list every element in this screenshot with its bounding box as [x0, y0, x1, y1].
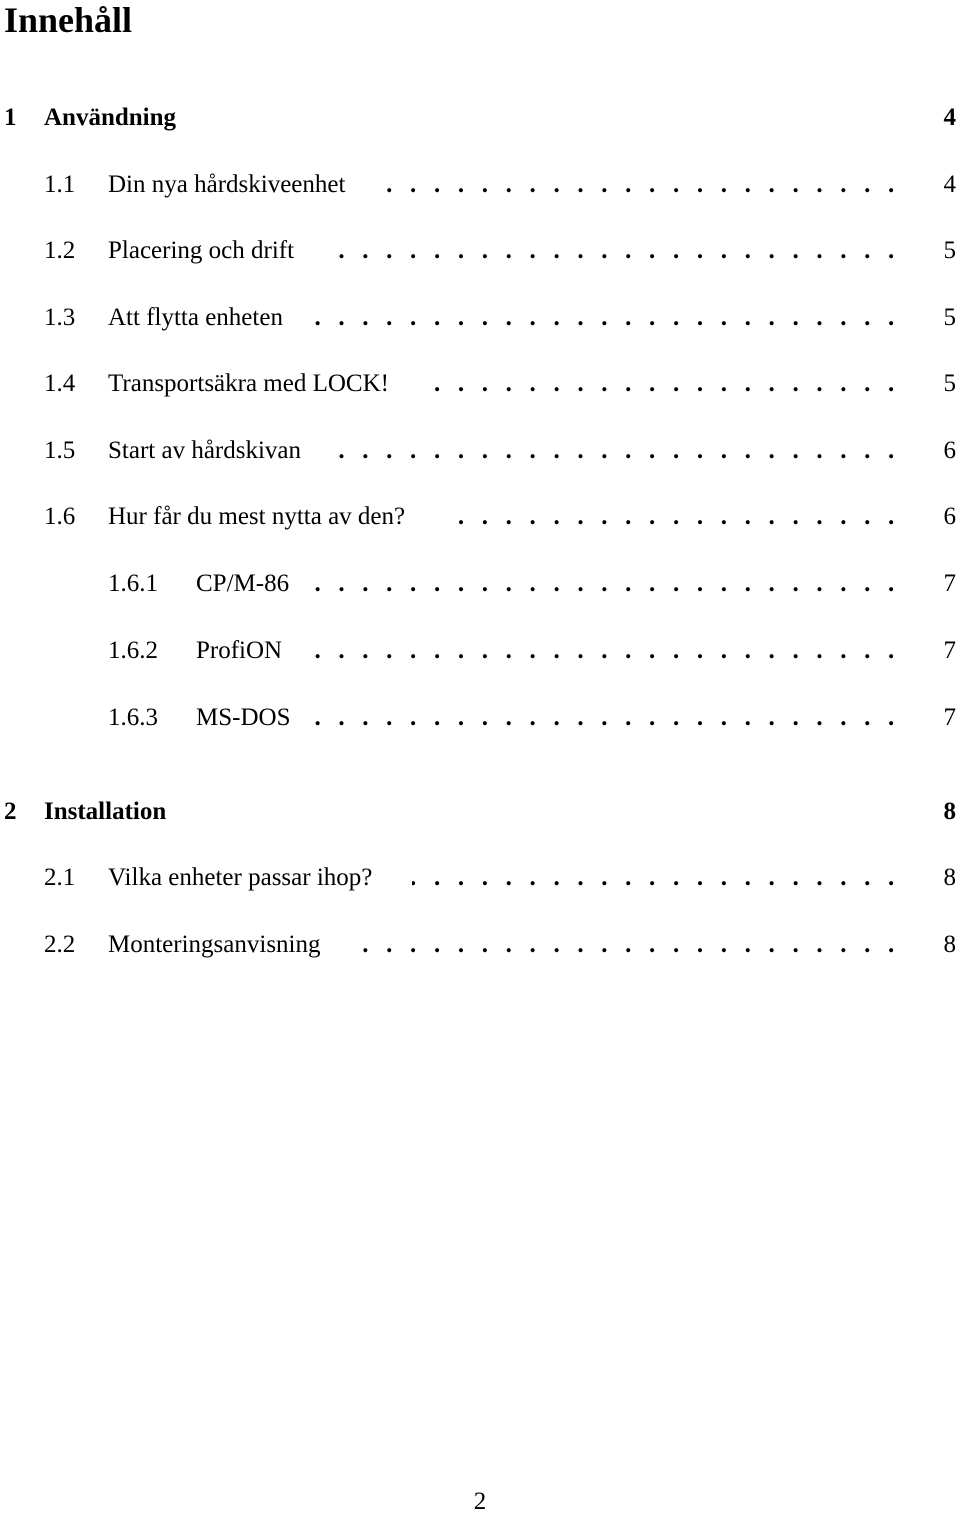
subsection-title: CP/M-86	[196, 570, 290, 597]
section-page: 5	[943, 237, 956, 264]
chapter-number: 2	[4, 798, 17, 825]
section-title: Din nya hårdskiveenhet	[108, 171, 346, 198]
section-title: Vilka enheter passar ihop?	[108, 864, 373, 891]
toc-section-1-2[interactable]	[0, 231, 960, 271]
section-page: 5	[943, 370, 956, 397]
section-number: 1.3	[44, 304, 76, 331]
section-page: 4	[943, 171, 956, 198]
section-number: 1.6	[44, 503, 76, 530]
dot-leader	[330, 431, 900, 471]
subsection-number: 1.6.3	[108, 704, 158, 731]
toc-chapter-2[interactable]	[0, 792, 960, 832]
toc-subsection-1-6-1[interactable]	[0, 564, 960, 604]
dot-leader	[352, 925, 900, 965]
section-number: 1.5	[44, 437, 76, 464]
dot-leader	[428, 364, 900, 404]
chapter-number: 1	[4, 104, 17, 131]
subsection-page: 7	[943, 704, 956, 731]
section-number: 2.1	[44, 864, 76, 891]
section-number: 1.4	[44, 370, 76, 397]
dot-leader	[320, 231, 900, 271]
dot-leader	[378, 165, 900, 205]
section-title: Monteringsanvisning	[108, 931, 321, 958]
chapter-title: Installation	[44, 798, 167, 825]
section-number: 2.2	[44, 931, 76, 958]
section-title: Att flytta enheten	[108, 304, 283, 331]
toc-section-1-1[interactable]	[0, 165, 960, 205]
dot-leader	[296, 631, 900, 671]
section-title: Hur får du mest nytta av den?	[108, 503, 406, 530]
section-page: 5	[943, 304, 956, 331]
subsection-number: 1.6.1	[108, 570, 158, 597]
toc-chapter-1[interactable]	[0, 98, 960, 138]
toc-subsection-1-6-2[interactable]	[0, 631, 960, 671]
dot-leader	[308, 298, 900, 338]
toc-section-1-6[interactable]	[0, 497, 960, 537]
section-page: 6	[943, 503, 956, 530]
section-page: 8	[943, 864, 956, 891]
section-title: Placering och drift	[108, 237, 295, 264]
toc-section-2-2[interactable]	[0, 925, 960, 965]
subsection-page: 7	[943, 637, 956, 664]
chapter-page: 4	[943, 104, 956, 131]
section-number: 1.2	[44, 237, 76, 264]
section-page: 6	[943, 437, 956, 464]
dot-leader	[308, 564, 900, 604]
toc-section-1-5[interactable]	[0, 431, 960, 471]
dot-leader	[412, 858, 900, 898]
page-number: 2	[473, 1488, 487, 1515]
chapter-title: Användning	[44, 104, 177, 131]
dot-leader	[442, 497, 900, 537]
dot-leader	[308, 698, 900, 738]
subsection-title: MS-DOS	[196, 704, 291, 731]
subsection-title: ProfiON	[196, 637, 283, 664]
page-title: Innehåll	[4, 0, 133, 40]
toc-section-1-3[interactable]	[0, 298, 960, 338]
toc-section-2-1[interactable]	[0, 858, 960, 898]
subsection-number: 1.6.2	[108, 637, 158, 664]
toc-subsection-1-6-3[interactable]	[0, 698, 960, 738]
section-page: 8	[943, 931, 956, 958]
chapter-page: 8	[943, 798, 956, 825]
section-title: Start av hårdskivan	[108, 437, 302, 464]
subsection-page: 7	[943, 570, 956, 597]
toc-section-1-4[interactable]	[0, 364, 960, 404]
section-title: Transportsäkra med LOCK!	[108, 370, 389, 397]
section-number: 1.1	[44, 171, 76, 198]
